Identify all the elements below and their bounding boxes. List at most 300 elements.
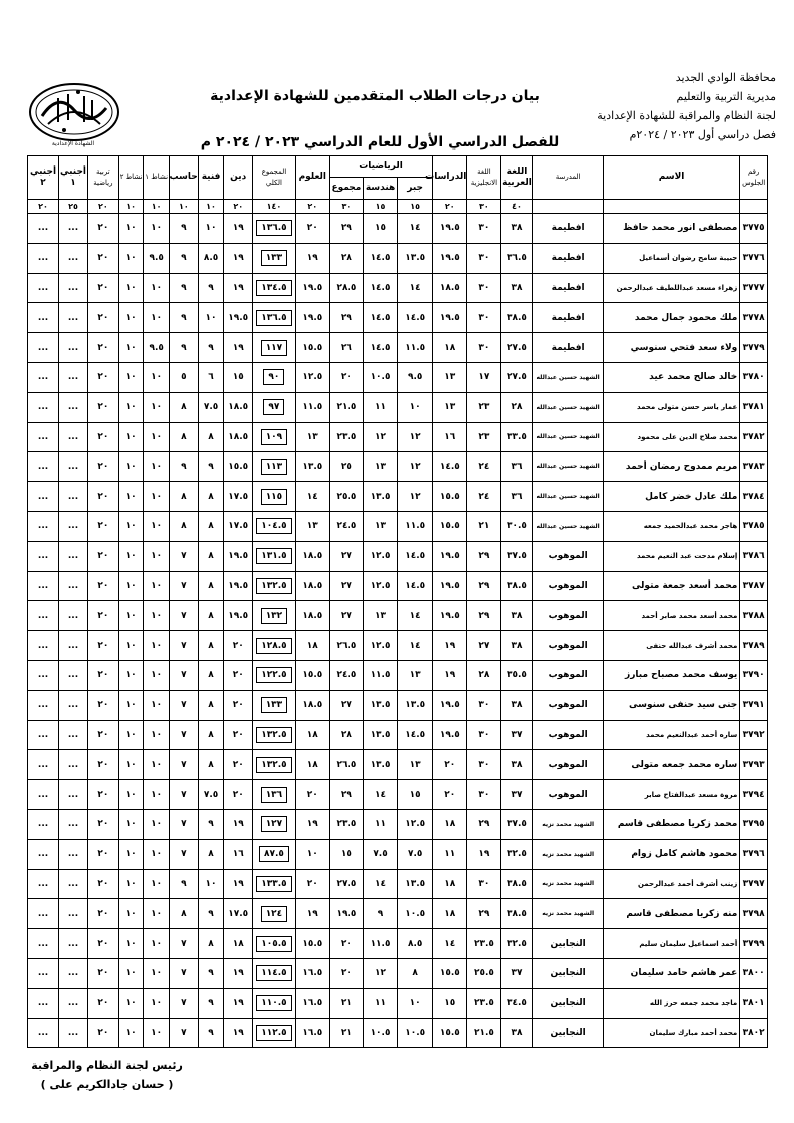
- mark-cell: ١٤: [398, 631, 433, 661]
- student-name-cell: ساره محمد جمعه متولى: [603, 750, 739, 780]
- total-mark: ١٣٣: [261, 697, 287, 713]
- school-cell: الموهوب: [533, 750, 603, 780]
- student-name-cell: عمار ياسر حسن متولى محمد: [603, 392, 739, 422]
- signer-name: ( حسان جادالكريم على ): [40, 1078, 174, 1091]
- mark-cell: ١٩.٥: [433, 720, 467, 750]
- mark-cell: ١٠: [144, 869, 170, 899]
- max-mark-cell: ١٤٠: [253, 200, 296, 214]
- mark-cell: ١٤: [295, 482, 329, 512]
- max-mark-cell: ١٥: [363, 200, 397, 214]
- seat-number-cell: ٣٧٧٧: [740, 273, 768, 303]
- mark-cell: ٢٩: [467, 809, 501, 839]
- mark-cell: ٣٨.٥: [501, 571, 533, 601]
- mark-cell: ٢١.٥: [467, 1018, 501, 1048]
- student-name-cell: مروة مسعد عبدالفتاح صابر: [603, 780, 739, 810]
- mark-cell: ...: [59, 750, 88, 780]
- mark-cell: ٨.٥: [198, 243, 224, 273]
- mark-cell: ١٠: [118, 511, 144, 541]
- mark-cell: ٢٨: [501, 392, 533, 422]
- school-cell: افطيمة: [533, 303, 603, 333]
- mark-cell: ٢٠: [87, 482, 118, 512]
- total-mark: ١٣٦.٥: [256, 310, 291, 326]
- mark-cell: ٧: [169, 631, 198, 661]
- mark-cell: ١٤: [363, 780, 397, 810]
- mark-cell: [253, 362, 296, 392]
- mark-cell: ١٢.٥: [363, 571, 397, 601]
- mark-cell: ...: [59, 690, 88, 720]
- mark-cell: ١٠: [118, 452, 144, 482]
- mark-cell: ١٩: [224, 243, 253, 273]
- table-row: [28, 720, 768, 750]
- total-mark: ١١٤.٥: [256, 965, 291, 981]
- col-seat: رقم الجلوس: [740, 156, 768, 200]
- mark-cell: ١٠: [118, 392, 144, 422]
- table-row: [28, 899, 768, 929]
- mark-cell: ١٠: [118, 988, 144, 1018]
- mark-cell: ٢٠: [87, 601, 118, 631]
- col-school: المدرسة: [533, 156, 603, 200]
- max-mark-cell: [740, 200, 768, 214]
- school-cell: الموهوب: [533, 690, 603, 720]
- mark-cell: ١٠: [295, 839, 329, 869]
- mark-cell: ٢٠: [87, 362, 118, 392]
- mark-cell: ٢٧: [329, 571, 363, 601]
- mark-cell: ٧: [169, 988, 198, 1018]
- table-row: [28, 214, 768, 244]
- mark-cell: [253, 988, 296, 1018]
- mark-cell: [253, 660, 296, 690]
- mark-cell: ٣٠: [467, 333, 501, 363]
- col-math-total: مجموع: [329, 178, 363, 200]
- table-row: [28, 809, 768, 839]
- seat-number-cell: ٣٧٩٣: [740, 750, 768, 780]
- total-mark: ٩٠: [263, 369, 284, 385]
- mark-cell: ...: [28, 869, 59, 899]
- total-mark: ١٠٤.٥: [256, 518, 291, 534]
- mark-cell: ٣٠: [467, 214, 501, 244]
- school-cell: الموهوب: [533, 631, 603, 661]
- seat-number-cell: ٣٧٧٥: [740, 214, 768, 244]
- mark-cell: ١٠: [118, 482, 144, 512]
- total-mark: ١٣١.٥: [256, 548, 291, 564]
- table-row: [28, 392, 768, 422]
- mark-cell: ٩: [198, 958, 224, 988]
- seat-number-cell: ٣٨٠٢: [740, 1018, 768, 1048]
- committee: لجنة النظام والمراقبة للشهادة الإعدادية: [597, 109, 776, 122]
- mark-cell: ٩: [169, 243, 198, 273]
- mark-cell: ٩: [198, 333, 224, 363]
- mark-cell: ٢٠: [87, 720, 118, 750]
- mark-cell: ...: [59, 422, 88, 452]
- mark-cell: ١٨: [433, 809, 467, 839]
- mark-cell: ...: [59, 571, 88, 601]
- total-mark: ١٣٣: [261, 250, 287, 266]
- mark-cell: ٧: [169, 571, 198, 601]
- mark-cell: ٢٠: [433, 750, 467, 780]
- mark-cell: ١٩.٥: [224, 541, 253, 571]
- mark-cell: ...: [28, 631, 59, 661]
- mark-cell: ٢٩: [467, 541, 501, 571]
- total-mark: ١٣٤.٥: [256, 280, 291, 296]
- mark-cell: ١٩.٥: [224, 571, 253, 601]
- mark-cell: ١٨.٥: [295, 601, 329, 631]
- mark-cell: ١٠: [198, 303, 224, 333]
- mark-cell: ١٨.٥: [224, 392, 253, 422]
- mark-cell: ٢٠: [87, 660, 118, 690]
- mark-cell: ١٦: [224, 839, 253, 869]
- mark-cell: ١٣.٥: [363, 482, 397, 512]
- mark-cell: [253, 750, 296, 780]
- total-mark: ١٢٨.٥: [256, 638, 291, 654]
- mark-cell: ١٠.٥: [398, 899, 433, 929]
- mark-cell: ١٩: [433, 660, 467, 690]
- table-row: [28, 750, 768, 780]
- student-name-cell: ماجد محمد جمعه حرز الله: [603, 988, 739, 1018]
- mark-cell: ١٤: [398, 273, 433, 303]
- table-row: [28, 571, 768, 601]
- seat-number-cell: ٣٧٩٧: [740, 869, 768, 899]
- mark-cell: ٩: [169, 333, 198, 363]
- mark-cell: ...: [28, 601, 59, 631]
- mark-cell: ...: [59, 660, 88, 690]
- mark-cell: ٢٠: [224, 750, 253, 780]
- mark-cell: ١٠: [144, 482, 170, 512]
- mark-cell: ١٠.٥: [363, 362, 397, 392]
- student-name-cell: عمر هاشم حامد سليمان: [603, 958, 739, 988]
- mark-cell: ٢٠: [87, 988, 118, 1018]
- mark-cell: ١١.٥: [363, 660, 397, 690]
- mark-cell: ١٠: [144, 511, 170, 541]
- table-row: [28, 988, 768, 1018]
- seat-number-cell: ٣٧٨٤: [740, 482, 768, 512]
- seat-number-cell: ٣٧٩١: [740, 690, 768, 720]
- mark-cell: ٣٤.٥: [501, 988, 533, 1018]
- student-name-cell: أحمد اسماعيل سليمان سليم: [603, 929, 739, 959]
- mark-cell: ٢٩: [329, 780, 363, 810]
- mark-cell: ١١: [433, 839, 467, 869]
- mark-cell: ١٨.٥: [295, 541, 329, 571]
- mark-cell: ...: [59, 780, 88, 810]
- mark-cell: ١٩: [224, 214, 253, 244]
- student-name-cell: محمد زكريا مصطفى قاسم: [603, 809, 739, 839]
- seat-number-cell: ٣٧٩٤: [740, 780, 768, 810]
- mark-cell: ٣٧: [501, 720, 533, 750]
- mark-cell: [253, 482, 296, 512]
- seat-number-cell: ٣٧٩٩: [740, 929, 768, 959]
- mark-cell: ...: [28, 899, 59, 929]
- mark-cell: [253, 452, 296, 482]
- mark-cell: ...: [59, 243, 88, 273]
- mark-cell: ٧: [169, 601, 198, 631]
- mark-cell: ١٤: [398, 214, 433, 244]
- mark-cell: [253, 720, 296, 750]
- mark-cell: ١١: [363, 809, 397, 839]
- school-cell: الموهوب: [533, 571, 603, 601]
- mark-cell: ١٠: [118, 273, 144, 303]
- table-row: [28, 780, 768, 810]
- mark-cell: ...: [59, 988, 88, 1018]
- max-mark-cell: ١٠: [169, 200, 198, 214]
- header-block: [596, 68, 776, 144]
- mark-cell: ٨: [198, 720, 224, 750]
- seat-number-cell: ٣٧٨٦: [740, 541, 768, 571]
- mark-cell: ...: [59, 511, 88, 541]
- mark-cell: ٢٤: [467, 452, 501, 482]
- school-cell: الشهيد محمد نزيه: [533, 869, 603, 899]
- mark-cell: ٢٨.٥: [329, 273, 363, 303]
- student-name-cell: جنى سيد حنفى سنوسى: [603, 690, 739, 720]
- mark-cell: ٢٠: [87, 392, 118, 422]
- school-cell: الشهيد حسين عبدالله: [533, 422, 603, 452]
- mark-cell: ٣٨: [501, 1018, 533, 1048]
- mark-cell: ...: [28, 452, 59, 482]
- mark-cell: ١٥.٥: [295, 929, 329, 959]
- mark-cell: ١٣: [363, 601, 397, 631]
- mark-cell: ١٠: [144, 839, 170, 869]
- mark-cell: ١٠: [118, 214, 144, 244]
- mark-cell: ٢٠: [87, 571, 118, 601]
- school-cell: الشهيد حسين عبدالله: [533, 362, 603, 392]
- mark-cell: ١٤.٥: [398, 720, 433, 750]
- mark-cell: ٨: [169, 899, 198, 929]
- mark-cell: ...: [59, 839, 88, 869]
- mark-cell: ١٦: [433, 422, 467, 452]
- mark-cell: ...: [28, 929, 59, 959]
- mark-cell: ١٥.٥: [224, 452, 253, 482]
- school-cell: النجابين: [533, 958, 603, 988]
- mark-cell: ١٩: [224, 809, 253, 839]
- grades-table: [27, 155, 768, 1048]
- mark-cell: ٢٦.٥: [329, 750, 363, 780]
- governorate: محافظة الوادي الجديد: [675, 71, 776, 84]
- mark-cell: ٢٩: [329, 303, 363, 333]
- school-cell: الشهيد حسين عبدالله: [533, 511, 603, 541]
- mark-cell: ...: [28, 392, 59, 422]
- mark-cell: ٣٨: [501, 750, 533, 780]
- mark-cell: ٢٩: [329, 214, 363, 244]
- mark-cell: ١٣.٥: [398, 690, 433, 720]
- total-mark: ١١٧: [261, 340, 287, 356]
- mark-cell: ٩: [169, 452, 198, 482]
- mark-cell: ١٥.٥: [295, 333, 329, 363]
- mark-cell: ٢٠: [329, 929, 363, 959]
- school-cell: الشهيد محمد نزيه: [533, 899, 603, 929]
- mark-cell: ٢١: [329, 988, 363, 1018]
- mark-cell: ١٤.٥: [398, 541, 433, 571]
- mark-cell: ١٠: [118, 333, 144, 363]
- school-cell: الموهوب: [533, 660, 603, 690]
- mark-cell: ٧.٥: [198, 392, 224, 422]
- seat-number-cell: ٣٧٨٧: [740, 571, 768, 601]
- mark-cell: ...: [28, 958, 59, 988]
- student-name-cell: حبيبة سامح رضوان أسماعيل: [603, 243, 739, 273]
- school-cell: الشهيد حسين عبدالله: [533, 392, 603, 422]
- mark-cell: ٩: [198, 1018, 224, 1048]
- mark-cell: ٢٩: [467, 571, 501, 601]
- max-mark-cell: ٢٠: [28, 200, 59, 214]
- mark-cell: ١٠: [118, 780, 144, 810]
- mark-cell: ١٤: [398, 601, 433, 631]
- mark-cell: ١٩: [295, 899, 329, 929]
- mark-cell: ٣٠: [467, 780, 501, 810]
- mark-cell: ٢٠: [87, 929, 118, 959]
- mark-cell: ١٩.٥: [329, 899, 363, 929]
- mark-cell: ٧: [169, 958, 198, 988]
- logo-caption: الشهادة الإعدادية: [51, 140, 95, 147]
- mark-cell: ١٨.٥: [295, 690, 329, 720]
- mark-cell: ٣٠: [467, 690, 501, 720]
- mark-cell: ٩.٥: [144, 243, 170, 273]
- mark-cell: ١٠: [118, 929, 144, 959]
- mark-cell: ١٥.٥: [433, 511, 467, 541]
- mark-cell: ...: [28, 720, 59, 750]
- table-row: [28, 1018, 768, 1048]
- total-mark: ١٣٢.٥: [256, 578, 291, 594]
- mark-cell: ١٩.٥: [433, 541, 467, 571]
- col-name: الاسم: [603, 156, 739, 200]
- mark-cell: ٢٨: [329, 243, 363, 273]
- table-row: [28, 362, 768, 392]
- mark-cell: ٨: [198, 511, 224, 541]
- mark-cell: ١٩: [224, 273, 253, 303]
- mark-cell: ١٢: [363, 422, 397, 452]
- col-foreign2: أجنبي ٢: [28, 156, 59, 200]
- mark-cell: ١٨.٥: [295, 571, 329, 601]
- mark-cell: ١٠: [144, 690, 170, 720]
- max-mark-cell: ١٠: [144, 200, 170, 214]
- mark-cell: ١٣: [433, 392, 467, 422]
- mark-cell: ...: [28, 303, 59, 333]
- mark-cell: ٧: [169, 809, 198, 839]
- mark-cell: ٣٦: [501, 452, 533, 482]
- mark-cell: ...: [59, 631, 88, 661]
- mark-cell: ١٠: [118, 899, 144, 929]
- mark-cell: ٣٢.٥: [501, 839, 533, 869]
- mark-cell: ١٥.٥: [433, 482, 467, 512]
- mark-cell: ٢٠: [295, 214, 329, 244]
- mark-cell: ٢٨: [467, 660, 501, 690]
- mark-cell: ١٠: [144, 631, 170, 661]
- table-row: [28, 482, 768, 512]
- mark-cell: ١٠: [144, 571, 170, 601]
- total-mark: ١٠٩: [261, 429, 287, 445]
- seat-number-cell: ٣٧٩٥: [740, 809, 768, 839]
- mark-cell: ٢٠: [224, 720, 253, 750]
- mark-cell: ١٩.٥: [295, 303, 329, 333]
- mark-cell: ١٠: [144, 899, 170, 929]
- seat-number-cell: ٣٧٩٠: [740, 660, 768, 690]
- school-cell: الموهوب: [533, 541, 603, 571]
- mark-cell: ٩: [363, 899, 397, 929]
- mark-cell: ١٣.٥: [363, 720, 397, 750]
- mark-cell: ٨: [169, 511, 198, 541]
- mark-cell: ٢٠: [224, 780, 253, 810]
- mark-cell: ٧.٥: [198, 780, 224, 810]
- mark-cell: ١٢.٥: [363, 541, 397, 571]
- mark-cell: [253, 780, 296, 810]
- student-name-cell: محمد أحمد مبارك سليمان: [603, 1018, 739, 1048]
- mark-cell: ٢١: [329, 1018, 363, 1048]
- col-religion: دين: [224, 156, 253, 200]
- mark-cell: ٢٧: [329, 601, 363, 631]
- mark-cell: ١٠: [144, 541, 170, 571]
- mark-cell: ١٣: [295, 422, 329, 452]
- school-cell: النجابين: [533, 988, 603, 1018]
- mark-cell: ١١.٥: [398, 511, 433, 541]
- mark-cell: ١٥.٥: [295, 660, 329, 690]
- mark-cell: [253, 958, 296, 988]
- mark-cell: ...: [28, 1018, 59, 1048]
- total-mark: ١٠٥.٥: [256, 936, 291, 952]
- mark-cell: ١٧.٥: [224, 511, 253, 541]
- mark-cell: ١٠: [144, 1018, 170, 1048]
- mark-cell: ٢٠: [87, 511, 118, 541]
- mark-cell: ٢٦.٥: [329, 631, 363, 661]
- mark-cell: ٦: [198, 362, 224, 392]
- mark-cell: ٢٧: [329, 690, 363, 720]
- mark-cell: ٢٣.٥: [329, 422, 363, 452]
- mark-cell: ١٥.٥: [433, 1018, 467, 1048]
- mark-cell: ٧: [169, 839, 198, 869]
- mark-cell: ٣٧: [501, 958, 533, 988]
- mark-cell: ...: [59, 333, 88, 363]
- mark-cell: ١٢.٥: [398, 809, 433, 839]
- mark-cell: ١٤.٥: [398, 571, 433, 601]
- mark-cell: ١٤.٥: [363, 333, 397, 363]
- mark-cell: ١٠: [118, 571, 144, 601]
- school-cell: الشهيد محمد نزيه: [533, 809, 603, 839]
- mark-cell: ٥: [169, 362, 198, 392]
- total-mark: ١٢٧: [261, 816, 287, 832]
- mark-cell: ١٠: [398, 392, 433, 422]
- mark-cell: ١٩.٥: [433, 243, 467, 273]
- mark-cell: ٢٠: [87, 809, 118, 839]
- mark-cell: ٢٠: [295, 869, 329, 899]
- mark-cell: ١٠: [118, 690, 144, 720]
- mark-cell: ١٠: [118, 541, 144, 571]
- mark-cell: ٢٨: [329, 720, 363, 750]
- mark-cell: ١٤: [363, 869, 397, 899]
- mark-cell: ١٧.٥: [224, 482, 253, 512]
- mark-cell: ١٤.٥: [363, 243, 397, 273]
- mark-cell: ١٩: [467, 839, 501, 869]
- mark-cell: ١٩.٥: [433, 214, 467, 244]
- mark-cell: ٢٦: [329, 333, 363, 363]
- mark-cell: ١٠: [144, 303, 170, 333]
- mark-cell: ١٩: [224, 988, 253, 1018]
- mark-cell: ٢٠: [87, 243, 118, 273]
- total-mark: ١٣٢.٥: [256, 757, 291, 773]
- mark-cell: ١٢: [398, 422, 433, 452]
- mark-cell: ٣٠: [467, 750, 501, 780]
- max-mark-cell: [603, 200, 739, 214]
- seat-number-cell: ٣٧٨٠: [740, 362, 768, 392]
- mark-cell: ١٤.٥: [433, 452, 467, 482]
- mark-cell: ١٩: [224, 869, 253, 899]
- mark-cell: ٨: [198, 482, 224, 512]
- table-row: [28, 601, 768, 631]
- col-activity1: نشاط ١: [144, 156, 170, 200]
- mark-cell: ٣٣.٥: [501, 422, 533, 452]
- page-subtitle: للفصل الدراسي الأول للعام الدراسي ٢٠٢٣ / ٢٠٢٤ م: [200, 134, 560, 150]
- total-mark: ١٣٢.٥: [256, 727, 291, 743]
- mark-cell: ١٠: [198, 214, 224, 244]
- total-mark: ١١٣: [261, 459, 287, 475]
- mark-cell: [253, 809, 296, 839]
- mark-cell: ٢٥.٥: [467, 958, 501, 988]
- mark-cell: ١٠: [144, 958, 170, 988]
- mark-cell: ٢٠: [87, 303, 118, 333]
